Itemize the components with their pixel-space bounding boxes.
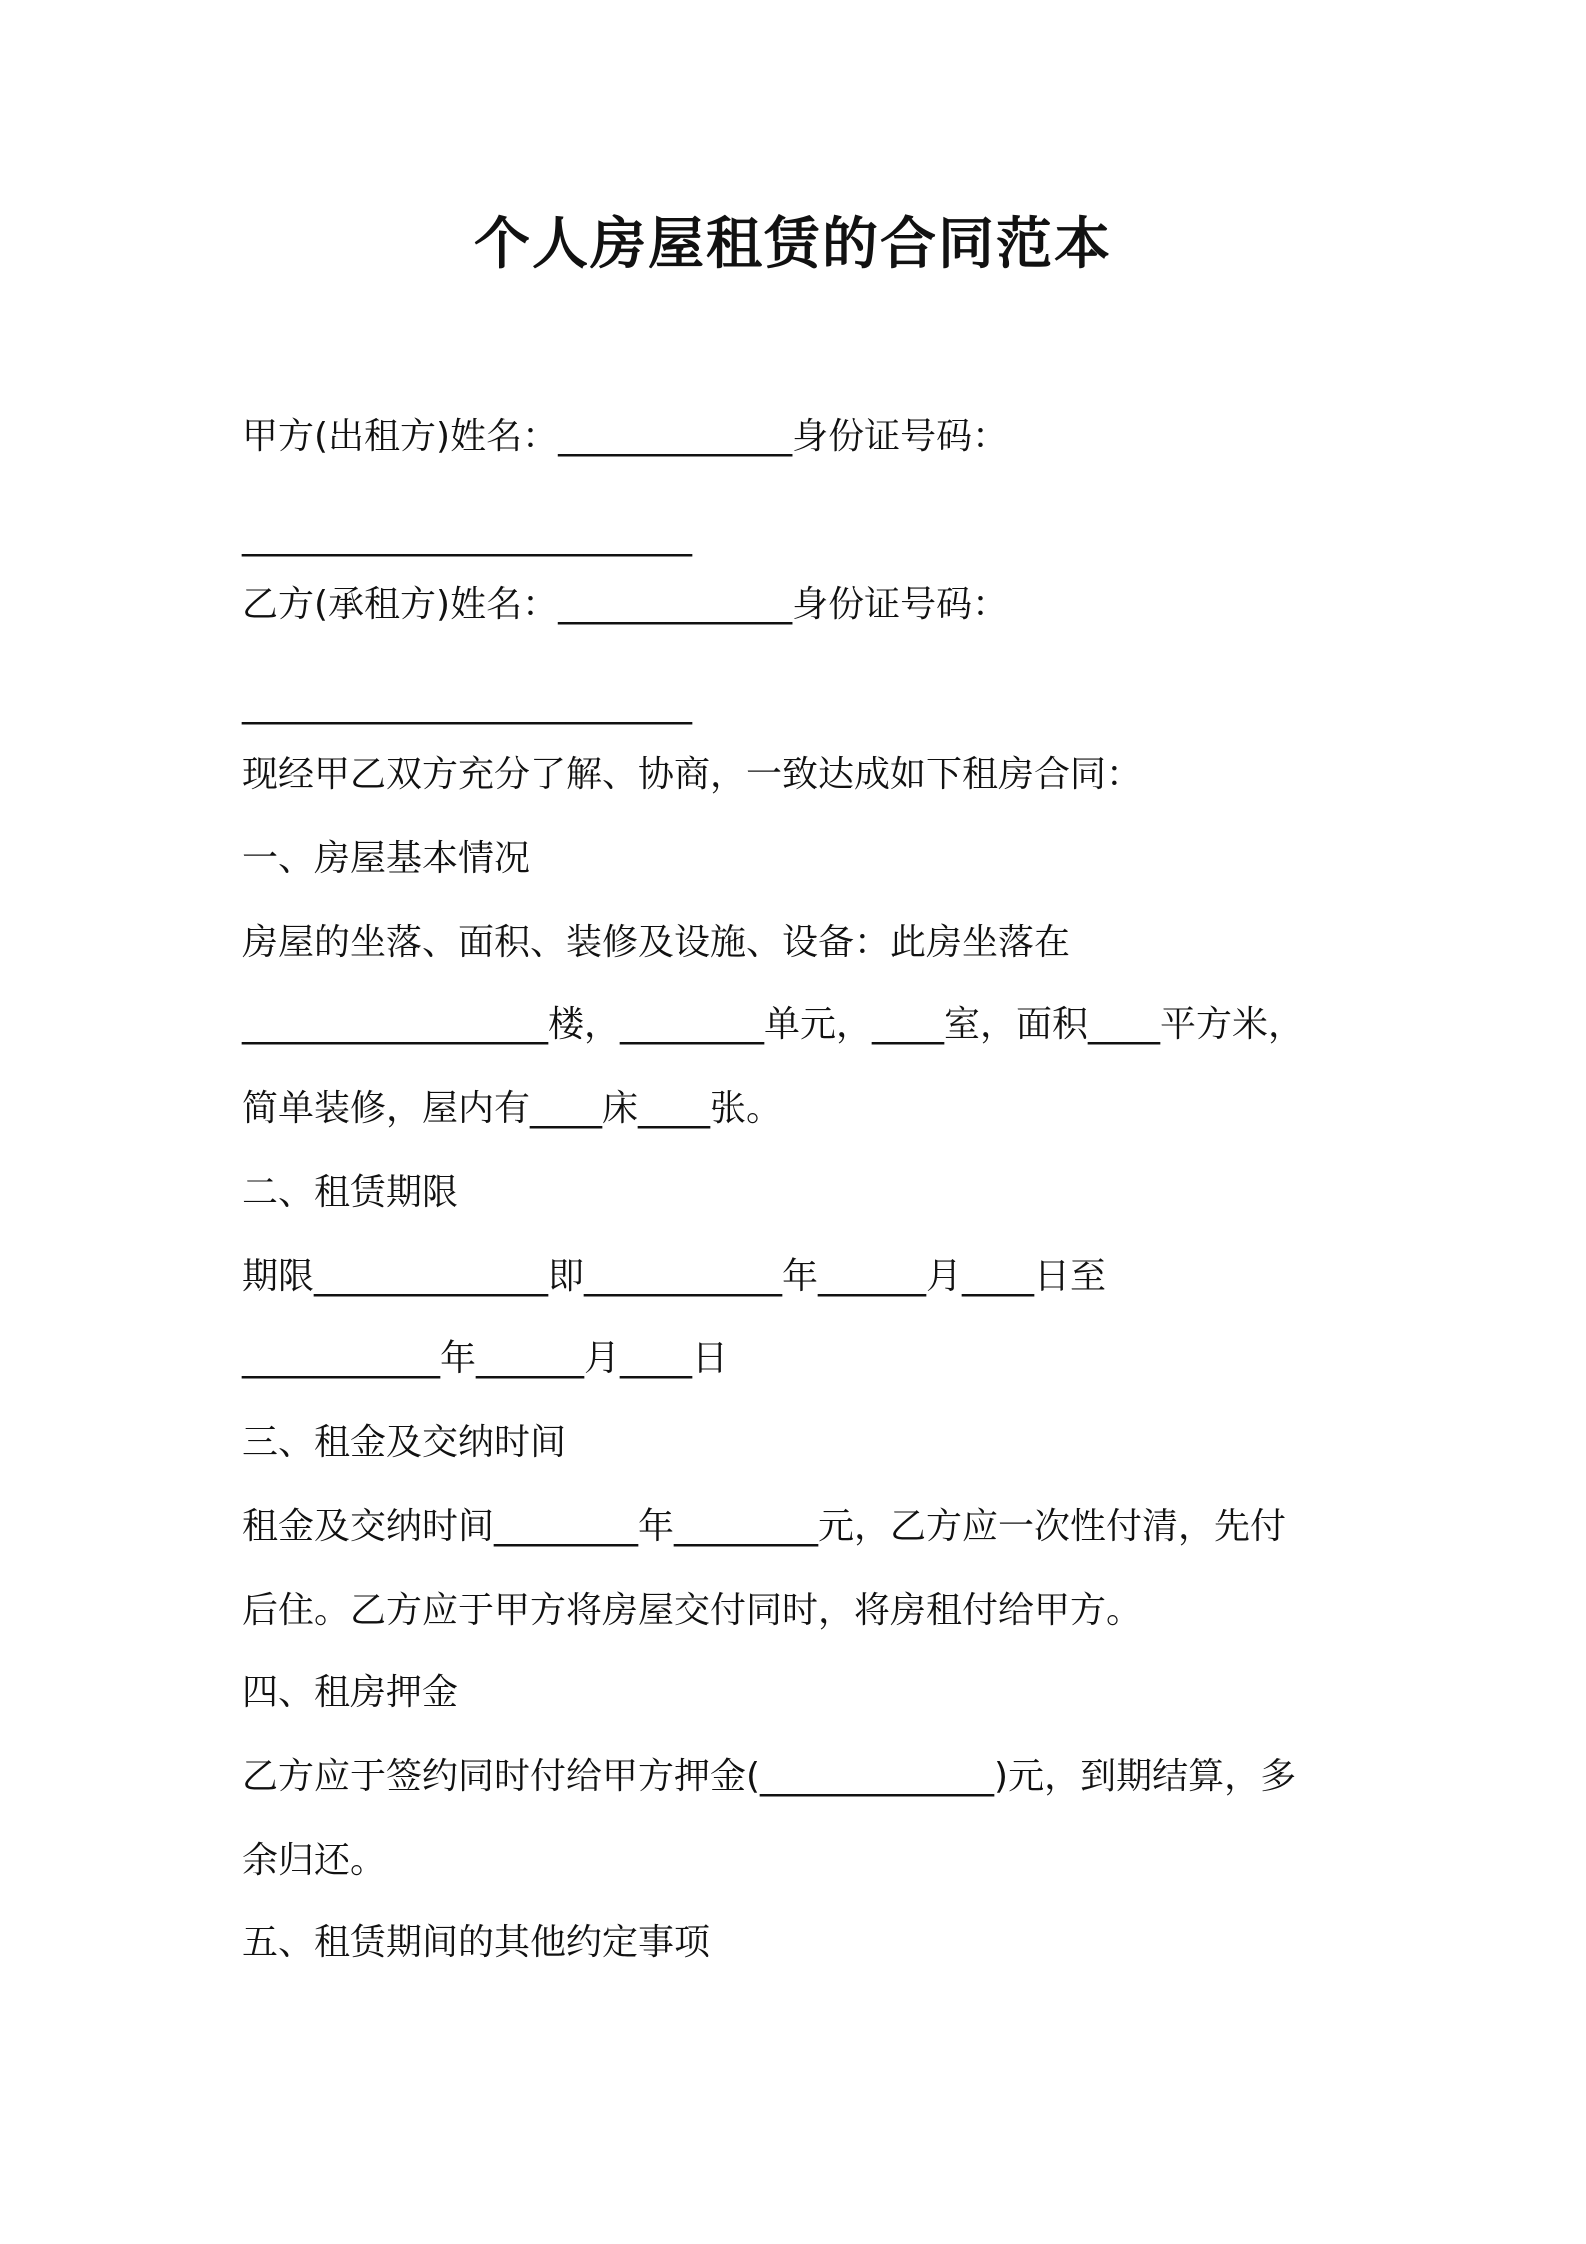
- section-4-text-line-1: 乙方应于签约同时付给甲方押金(_____________)元，到期结算，多: [242, 1756, 1297, 1797]
- section-2-text-line-1: 期限_____________即___________年______月____日至: [242, 1256, 1106, 1297]
- section-2-text-line-2: ___________年______月____日: [242, 1338, 728, 1379]
- section-4-text-line-2: 余归还。: [242, 1840, 387, 1881]
- section-heading-4: 四、租房押金: [242, 1672, 459, 1713]
- section-heading-5: 五、租赁期间的其他约定事项: [242, 1922, 711, 1963]
- section-1-text-line-2: _________________楼，________单元，____室，面积____平方米，: [242, 1004, 1305, 1045]
- party-b-name-id-line: 乙方(承租方)姓名：_____________身份证号码：: [242, 584, 1009, 625]
- party-a-id-blank-line: _________________________: [242, 516, 692, 557]
- party-b-id-blank-line: _________________________: [242, 684, 692, 725]
- section-heading-1: 一、房屋基本情况: [242, 838, 531, 879]
- section-3-text-line-2: 后住。乙方应于甲方将房屋交付同时，将房租付给甲方。: [242, 1590, 1143, 1631]
- section-1-text-line-1: 房屋的坐落、面积、装修及设施、设备：此房坐落在: [242, 922, 1071, 963]
- section-heading-2: 二、租赁期限: [242, 1172, 459, 1213]
- section-3-text-line-1: 租金及交纳时间________年________元，乙方应一次性付清，先付: [242, 1506, 1287, 1547]
- intro-paragraph: 现经甲乙双方充分了解、协商，一致达成如下租房合同：: [242, 754, 1143, 795]
- section-1-text-line-3: 简单装修，屋内有____床____张。: [242, 1088, 783, 1129]
- section-heading-3: 三、租金及交纳时间: [242, 1422, 567, 1463]
- document-title: 个人房屋租赁的合同范本: [474, 212, 1112, 277]
- party-a-name-id-line: 甲方(出租方)姓名：_____________身份证号码：: [242, 416, 1009, 457]
